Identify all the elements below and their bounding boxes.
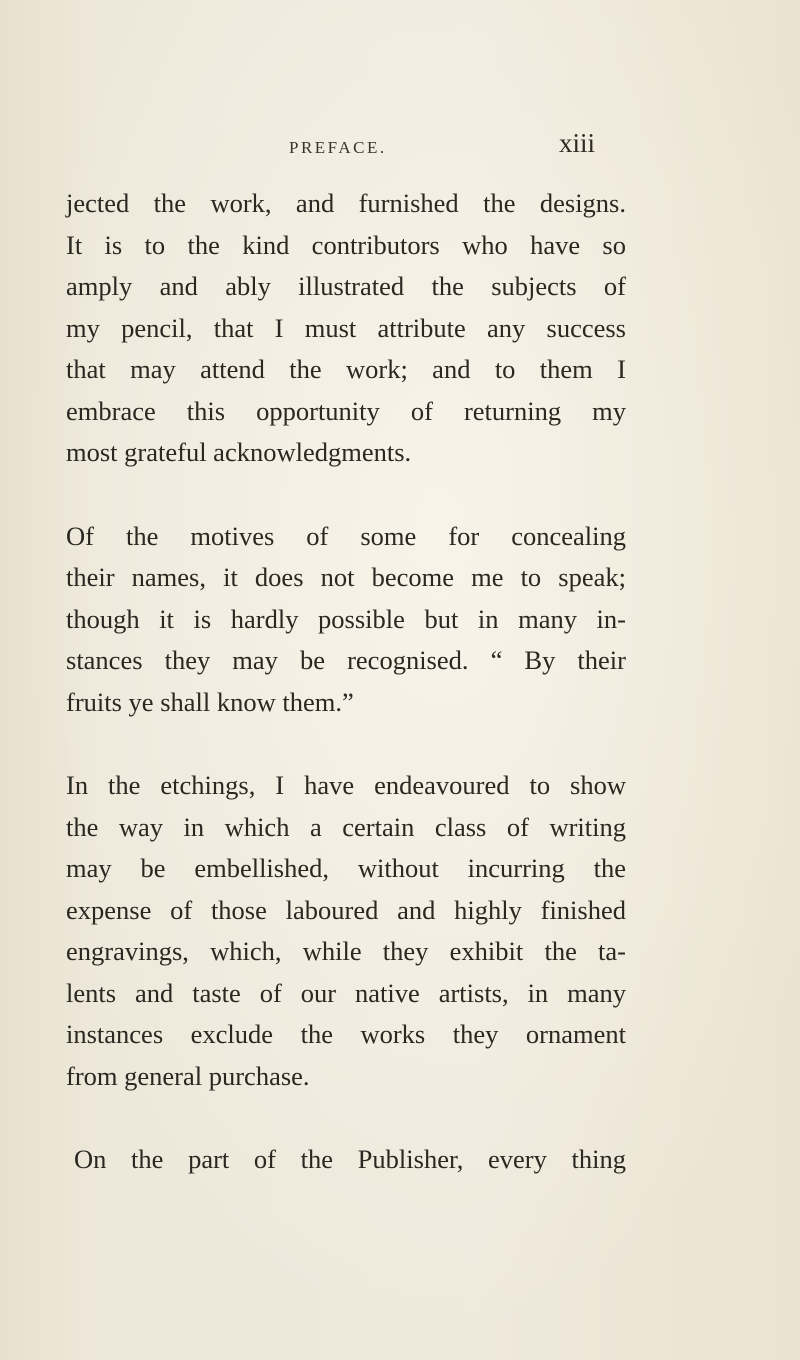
page-header	[0, 128, 800, 168]
text-line: their names, it does not become me to speak;	[66, 562, 626, 592]
text-line: engravings, which, while they exhibit the ta-	[66, 936, 626, 966]
paragraph-2	[66, 516, 626, 724]
text-line: the way in which a certain class of writing	[66, 811, 626, 842]
text-line: my pencil, that I must attribute any success	[66, 312, 626, 343]
text-line: fruits ye shall know them.”	[66, 686, 354, 717]
paragraph-spacer	[66, 474, 626, 516]
text-line: that may attend the work; and to them I	[66, 354, 626, 384]
page-number: xiii	[559, 128, 596, 158]
text-line: most grateful acknowledgments.	[66, 437, 412, 467]
text-line: instances exclude the works they ornament	[66, 1019, 626, 1049]
text-line: stances they may be recognised. “ By their	[66, 645, 626, 675]
running-head: PREFACE.	[289, 138, 387, 157]
text-line: amply and ably illustrated the subjects of	[66, 271, 626, 301]
paragraph-1	[66, 183, 626, 474]
text-line: expense of those laboured and highly finished	[66, 894, 626, 925]
paragraph-spacer	[66, 723, 626, 765]
text-line: embrace this opportunity of returning my	[66, 395, 626, 426]
paragraph-spacer	[66, 1097, 626, 1139]
text-line: Of the motives of some for concealing	[66, 520, 626, 551]
text-line: On the part of the Publisher, every thing	[74, 1144, 626, 1174]
paragraph-4	[66, 1139, 626, 1181]
text-line: lents and taste of our native artists, in many	[66, 977, 626, 1008]
paragraph-3	[66, 765, 626, 1097]
text-line: from general purchase.	[66, 1060, 310, 1091]
text-line: It is to the kind contributors who have so	[66, 229, 626, 260]
body-text	[66, 183, 626, 1181]
text-line: In the etchings, I have endeavoured to show	[66, 770, 626, 800]
text-line: jected the work, and furnished the designs.	[66, 188, 626, 218]
text-line: may be embellished, without incurring the	[66, 853, 626, 883]
text-line: though it is hardly possible but in many in-	[66, 603, 626, 634]
